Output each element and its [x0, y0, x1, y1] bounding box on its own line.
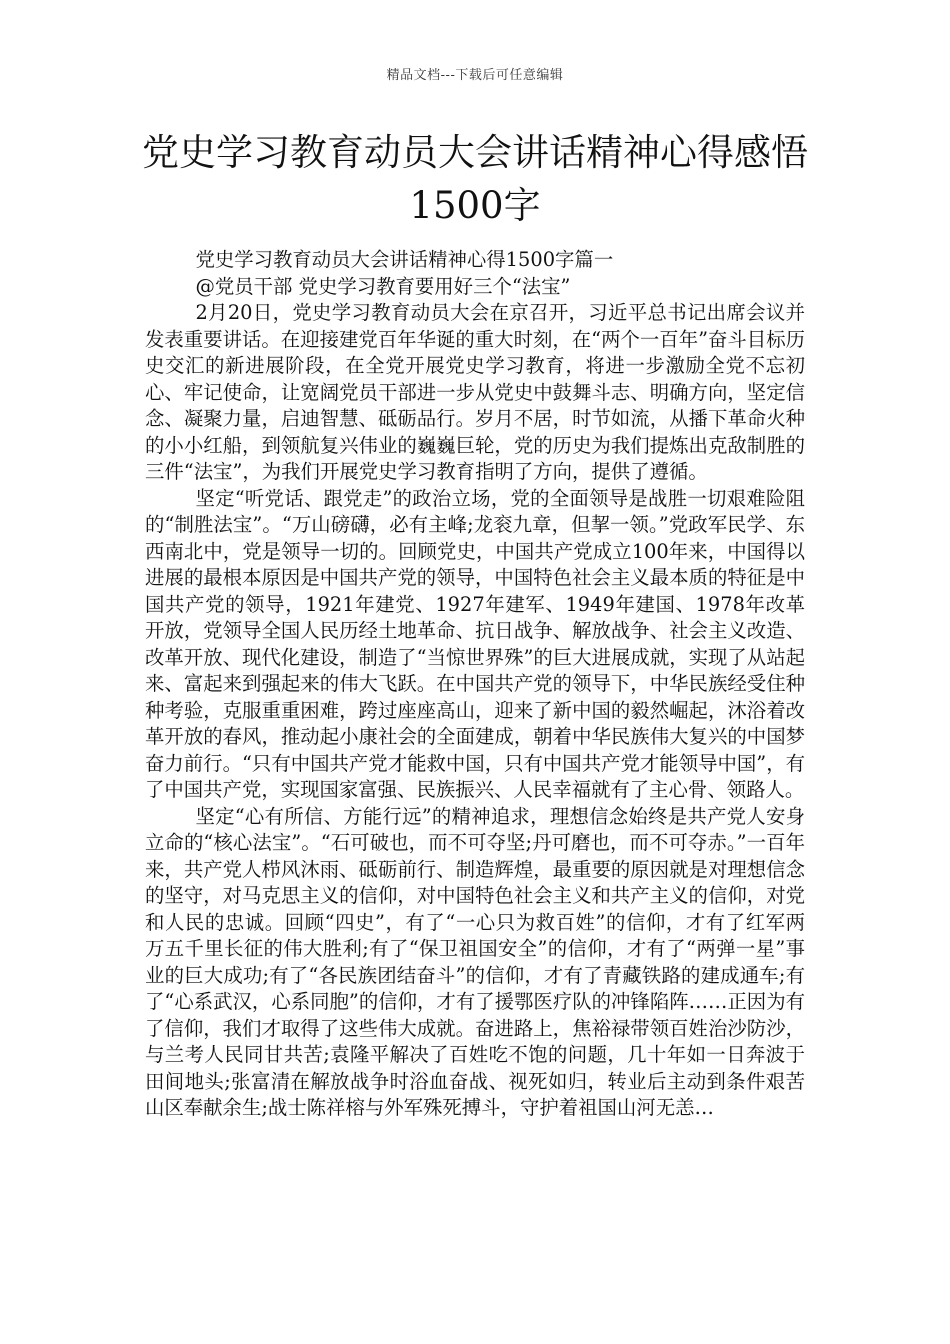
- section-heading: 党史学习教育动员大会讲话精神心得1500字篇一: [195, 248, 614, 271]
- subtitle-line: @党员干部 党史学习教育要用好三个“法宝”: [195, 274, 571, 298]
- paragraph: 坚定“心有所信、方能行远”的精神追求，理想信念始终是共产党人安身立命的“核心法宝”。“石可破也，而不可夺坚;丹可磨也，而不可夺赤。”一百年来，共产党人栉风沐雨、砥砺前行、制造辉煌，最重要的原因就是对理想信念的坚守，对马克思主义的信仰，对中国特色社会主义和共产主义的信仰，对党和人民的忠诚。回顾“四史”，有了“一心只为救百姓”的信仰，才有了红军两万五千里长征的伟大胜利;有了“保卫祖国安全”的信仰，才有了“两弹一星”事业的巨大成功;有了“各民族团结奋斗”的信仰，才有了青藏铁路的建成通车;有了“心系武汉，心系同胞”的信仰，才有了援鄂医疗队的冲锋陷阵……正因为有了信仰，我们才取得了这些伟大成就。奋进路上，焦裕禄带领百姓治沙防沙，与兰考人民同甘共苦;袁隆平解决了百姓吃不饱的问题，几十年如一日奔波于田间地头;张富清在解放战争时浴血奋战、视死如归，转业后主动到条件艰苦山区奉献余生;战士陈祥榕与外军殊死搏斗，守护着祖国山河无恙…: [145, 804, 806, 1119]
- document-body: [145, 247, 805, 1122]
- paragraph: 2月20日，党史学习教育动员大会在京召开，习近平总书记出席会议并发表重要讲话。在迎接建党百年华诞的重大时刻，在“两个一百年”奋斗目标历史交汇的新进展阶段，在全党开展党史学习教育，将进一步激励全党不忘初心、牢记使命，让宽阔党员干部进一步从党史中鼓舞斗志、明确方向，坚定信念、凝聚力量，启迪智慧、砥砺品行。岁月不居，时节如流，从播下革命火种的小小红船，到领航复兴伟业的巍巍巨轮，党的历史为我们提炼出克敌制胜的三件“法宝”，为我们开展党史学习教育指明了方向，提供了遵循。: [145, 301, 805, 483]
- header-note: 精品文档---下载后可任意编辑: [386, 68, 564, 83]
- title-line-2: 1500字: [409, 184, 541, 227]
- title-line-1: 党史学习教育动员大会讲话精神心得感悟: [142, 131, 808, 174]
- document-title: [120, 126, 830, 232]
- paragraph: 坚定“听党话、跟党走”的政治立场，党的全面领导是战胜一切艰难险阻的“制胜法宝”。“万山磅礴，必有主峰;龙衮九章，但挈一领。”党政军民学、东西南北中，党是领导一切的。回顾党史，中国共产党成立100年来，中国得以进展的最根本原因是中国共产党的领导，中国特色社会主义最本质的特征是中国共产党的领导，1921年建党、1927年建军、1949年建国、1978年改革开放，党领导全国人民历经土地革命、抗日战争、解放战争、社会主义改造、改革开放、现代化建设，制造了“当惊世界殊”的巨大进展成就，实现了从站起来、富起来到强起来的伟大飞跃。在中国共产党的领导下，中华民族经受住种种考验，克服重重困难，跨过座座高山，迎来了新中国的毅然崛起，沐浴着改革开放的春风，推动起小康社会的全面建成，朝着中华民族伟大复兴的中国梦奋力前行。“只有中国共产党才能救中国，只有中国共产党才能领导中国”，有了中国共产党，实现国家富强、民族振兴、人民幸福就有了主心骨、领路人。: [145, 486, 805, 801]
